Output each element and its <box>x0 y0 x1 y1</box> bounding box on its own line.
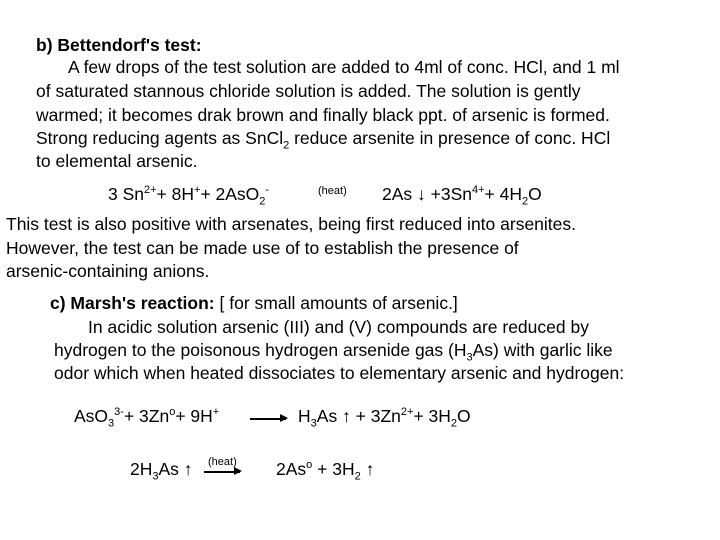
marsh-equation-2-lhs: $2H_3As$ ↑ <box>130 459 193 483</box>
marsh-equation-2-condition: (heat) <box>208 456 237 468</box>
section-c-heading-line <box>50 292 458 314</box>
section-b-after-line-3: arsenic-containing anions. <box>6 261 210 281</box>
marsh-equation-1-rhs: $H_3As$ ↑ + $3Zn^{2+}+ 3H_2O$ <box>298 406 471 430</box>
section-b-line-2: of saturated stannous chloride solution is added. The solution is gently <box>36 81 581 101</box>
section-c-line-1: In acidic solution arsenic (III) and (V) compounds are reduced by <box>88 317 589 337</box>
section-b-after-line-2: However, the test can be made use of to establish the presence of <box>6 238 519 258</box>
section-b-line-5: to elemental arsenic. <box>36 151 198 171</box>
marsh-equation-1-lhs: $AsO_3^{3-}+ 3Zn^o+ 9H^+$ <box>74 406 220 430</box>
section-b-heading: b) Bettendorf's test: <box>36 35 202 55</box>
bettendorf-condition: (heat) <box>318 185 347 197</box>
section-c-line-2: hydrogen to the poisonous hydrogen arsenide gas $(H_3As)$ with garlic like <box>54 340 613 364</box>
section-b-line-4: Strong reducing agents as SnCl$_2$ reduce arsenite in presence of conc. HCl <box>36 128 611 152</box>
section-b-line-1: A few drops of the test solution are added to 4ml of conc. HCl, and 1 ml <box>68 57 620 77</box>
section-b-line-3: warmed; it becomes drak brown and finally black ppt. of arsenic is formed. <box>36 105 610 125</box>
section-c-heading-rest: [ for small amounts of arsenic.] <box>219 293 458 313</box>
marsh-equation-2-rhs: $2As^o + 3H_2$ ↑ <box>276 459 375 483</box>
section-b-after-line-1: This test is also positive with arsenates, being first reduced into arsenites. <box>6 214 576 234</box>
section-c-line-3: odor which when heated dissociates to elementary arsenic and hydrogen: <box>54 363 625 383</box>
reaction-arrow-1 <box>250 418 286 420</box>
reaction-arrow-2 <box>204 471 240 473</box>
bettendorf-equation-lhs: 3 $Sn^{2+}+ 8H^++ 2AsO_2^-$ <box>108 184 270 208</box>
bettendorf-equation-rhs: 2As ↓ $+3Sn^{4+}+ 4H_2O$ <box>382 184 542 208</box>
section-c-heading: c) Marsh's reaction: <box>50 293 215 313</box>
